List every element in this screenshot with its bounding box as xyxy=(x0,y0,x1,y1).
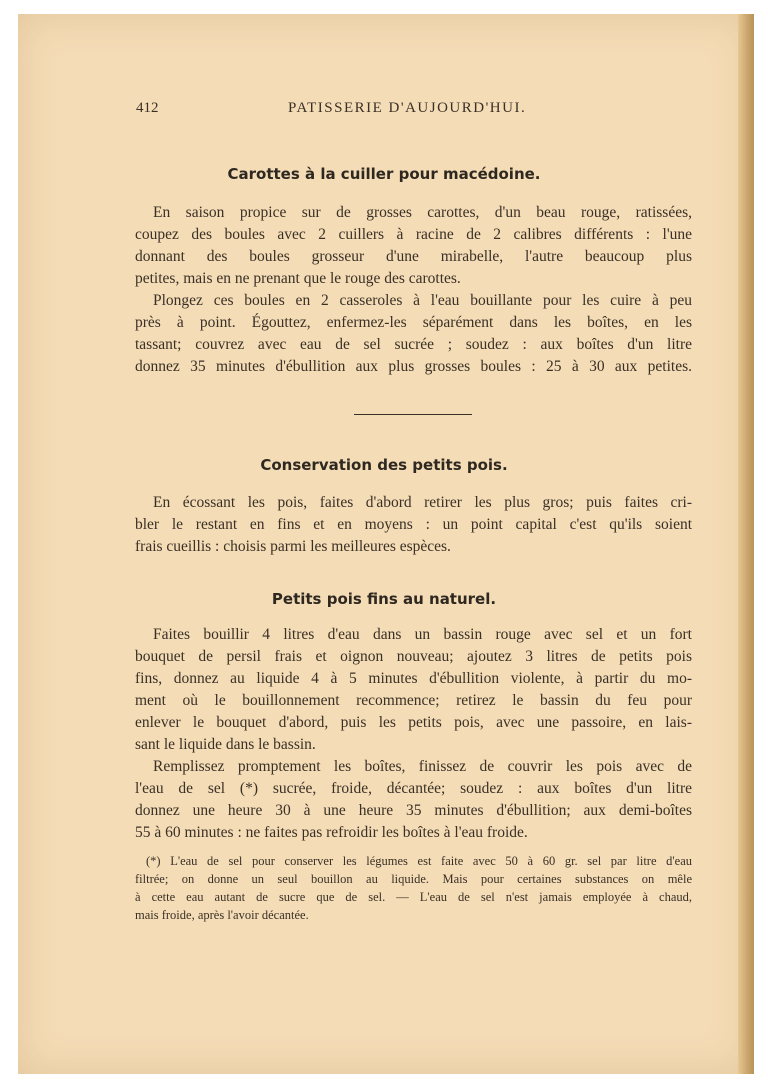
text-line: coupez des boules avec 2 cuillers à racine de 2 calibres différents : l'une xyxy=(135,226,692,243)
page-number: 412 xyxy=(136,100,159,116)
text-line: donnez une heure 30 à une heure 35 minutes d'ébullition; aux demi-boîtes xyxy=(135,802,692,819)
section-title-conservation: Conservation des petits pois. xyxy=(260,456,508,474)
text-line: 55 à 60 minutes : ne faites pas refroidir les boîtes à l'eau froide. xyxy=(135,824,528,841)
text-line: l'eau de sel (*) sucrée, froide, décantée; soudez : aux boîtes d'un litre xyxy=(135,780,692,797)
text-line: ment où le bouillonnement recommence; retirez le bassin du feu pour xyxy=(135,692,692,709)
text-line: En saison propice sur de grosses carottes, d'un beau rouge, ratissées, xyxy=(153,204,692,221)
section-divider xyxy=(354,414,472,415)
text-line: bler le restant en fins et en moyens : un point capital c'est qu'ils soient xyxy=(135,516,692,533)
footnote-line: mais froide, après l'avoir décantée. xyxy=(135,908,309,922)
text-line: près à point. Égouttez, enfermez-les séparément dans les boîtes, en les xyxy=(135,314,692,331)
footnote-line: à cette eau autant de sucre que de sel. — L'eau de sel n'est jamais employée à chaud, xyxy=(135,890,692,904)
text-line: frais cueillis : choisis parmi les meilleures espèces. xyxy=(135,538,451,555)
running-title: PATISSERIE D'AUJOURD'HUI. xyxy=(288,100,527,116)
text-line: Remplissez promptement les boîtes, finissez de couvrir les pois avec de xyxy=(153,758,692,775)
text-line: donnez 35 minutes d'ébullition aux plus grosses boules : 25 à 30 aux petites. xyxy=(135,358,692,375)
text-line: Faites bouillir 4 litres d'eau dans un bassin rouge avec sel et un fort xyxy=(153,626,692,643)
section-title-petits-pois: Petits pois fins au naturel. xyxy=(271,590,497,608)
footnote-line: (*) L'eau de sel pour conserver les légumes est faite avec 50 à 60 gr. sel par litre d'eau xyxy=(146,854,692,868)
text-line: tassant; couvrez avec eau de sel sucrée ; soudez : aux boîtes d'un litre xyxy=(135,336,692,353)
text-line: En écossant les pois, faites d'abord retirer les plus gros; puis faites cri- xyxy=(153,494,692,511)
footnote-line: filtrée; on donne un seul bouillon au liquide. Mais pour certaines substances on mêle xyxy=(135,872,692,886)
text-line: Plongez ces boules en 2 casseroles à l'eau bouillante pour les cuire à peu xyxy=(153,292,692,309)
text-line: sant le liquide dans le bassin. xyxy=(135,736,316,753)
text-line: enlever le bouquet d'abord, puis les petits pois, avec une passoire, en lais- xyxy=(135,714,692,731)
text-line: bouquet de persil frais et oignon nouveau; ajoutez 3 litres de petits pois xyxy=(135,648,692,665)
text-line: donnant des boules grosseur d'une mirabelle, l'autre beaucoup plus xyxy=(135,248,692,265)
text-line: petites, mais en ne prenant que le rouge des carottes. xyxy=(135,270,461,287)
text-line: fins, donnez au liquide 4 à 5 minutes d'ébullition violente, à partir du mo- xyxy=(135,670,692,687)
section-title-carottes: Carottes à la cuiller pour macédoine. xyxy=(227,165,541,183)
